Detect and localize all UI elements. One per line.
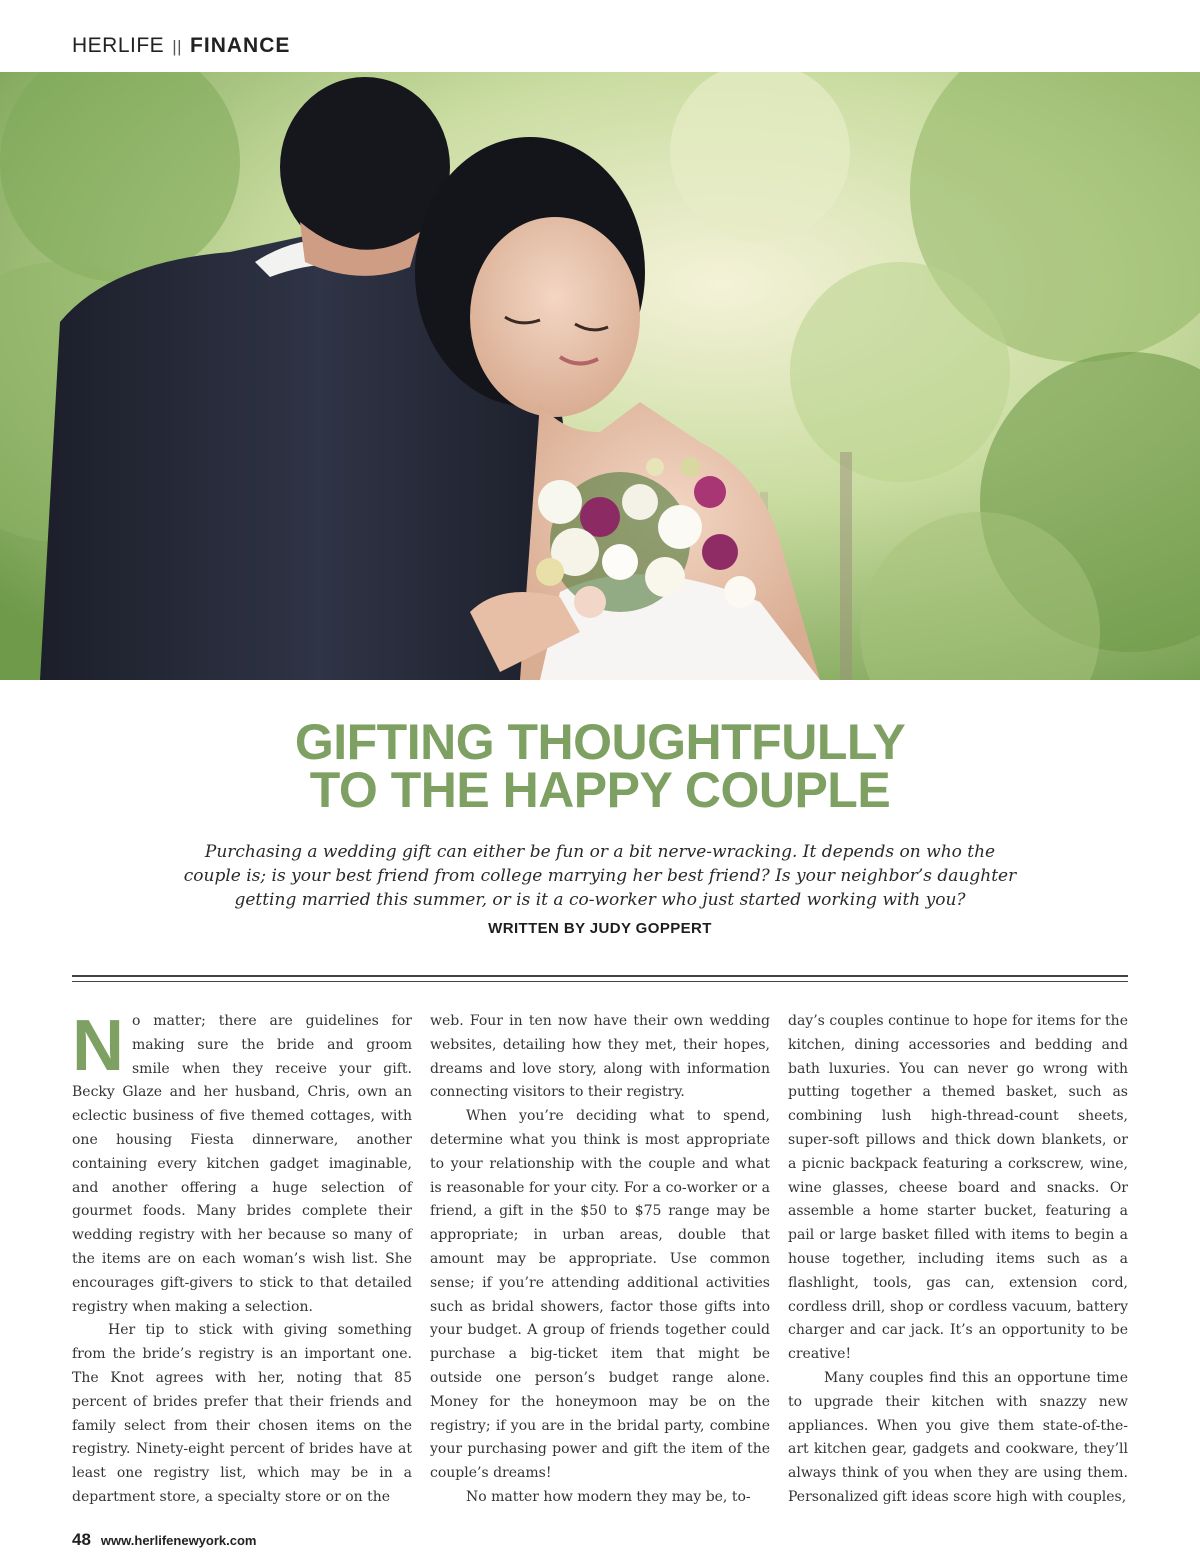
website-link[interactable]: www.herlifenewyork.com [100,1533,257,1548]
body-paragraph [72,1006,412,1319]
title-line-2: TO THE HAPPY COUPLE [309,762,891,818]
article-column-2 [430,1010,770,1510]
article-column-1 [72,1006,412,1510]
body-paragraph: web. Four in ten now have their own wedding websites, detailing how they met, their hopes, dreams and love story, along with information connecting visitors to their registry. [430,1013,770,1101]
body-paragraph: No matter how modern they may be, to- [466,1488,751,1505]
hero-photo [0,72,1200,680]
title-line-1: GIFTING THOUGHTFULLY [294,714,906,770]
drop-cap: N [72,1006,124,1086]
article-title [0,714,1200,818]
divider-rule-bottom [72,981,1128,982]
magazine-name: HERLIFE [72,34,165,57]
section-category: FINANCE [190,34,291,57]
wedding-couple-illustration [0,72,1200,680]
page-footer [72,1530,256,1550]
article-deck: Purchasing a wedding gift can either be fun or a bit nerve-wracking. It depends on who the couple is; is your best friend from college marrying her best friend? Is your neighbor’s daughter getting married this summer, or is it a co-worker who just started working with you? [183,842,1017,910]
body-paragraph: day’s couples continue to hope for items for the kitchen, dining accessories and bedding and bath luxuries. You can never go wrong with putting together a themed basket, such as combining lush high-thread-count sheets, super-soft pillows and thick down blankets, or a picnic backpack featuring a corkscrew, wine, wine glasses, cheese board and snacks. Or assemble a home starter bucket, featuring a pail or large basket filled with items to begin a house together, including items such as a flashlight, tools, gas can, extension cord, cordless drill, shop or cordless vacuum, battery charger and car jack. It’s an opportunity to be creative! [788,1013,1128,1363]
byline: WRITTEN BY JUDY GOPPERT [488,920,712,937]
section-header [72,34,290,58]
paragraph-text: o matter; there are guidelines for making sure the bride and groom smile when they receive your gift. Becky Glaze and her husband, Chris, own an eclectic business of five themed cottages, with one housing Fiesta dinnerware, another containing every kitchen gadget imaginable, and another offering a huge selection of gourmet foods. Many brides complete their wedding registry with her because so many of the items are on each woman’s wish list. She encourages gift-givers to stick to that detailed registry when making a selection. [72,1013,412,1315]
body-paragraph: When you’re deciding what to spend, determine what you think is most appropriate to your relationship with the couple and what is reasonable for your city. For a co-worker or a friend, a gift in the $50 to $75 range may be appropriate; in urban areas, double that amount may be appropriate. Use common sense; if you’re attending additional activities such as bridal showers, factor those gifts into your budget. A group of friends together could purchase a big-ticket item that might be outside one person’s budget range alone. Money for the honeymoon may be on the registry; if you are in the bridal party, combine your purchasing power and gift the item of the couple’s dreams! [430,1108,770,1482]
divider-rule-top [72,975,1128,977]
page-number: 48 [72,1530,91,1549]
body-paragraph: Many couples find this an opportune time to upgrade their kitchen with snazzy new appliances. When you give them state-of-the-art kitchen gear, gadgets and cookware, they’ll always think of you when they are using them. Personalized gift ideas score high with couples, [788,1369,1128,1505]
body-paragraph: Her tip to stick with giving something from the bride’s registry is an important one. The Knot agrees with her, noting that 85 percent of brides prefer that their friends and family select from their chosen items on the registry. Ninety-eight percent of brides have at least one registry list, which may be in a department store, a specialty store or on the [72,1322,412,1505]
article-column-3 [788,1010,1128,1510]
header-separator: || [172,37,183,56]
